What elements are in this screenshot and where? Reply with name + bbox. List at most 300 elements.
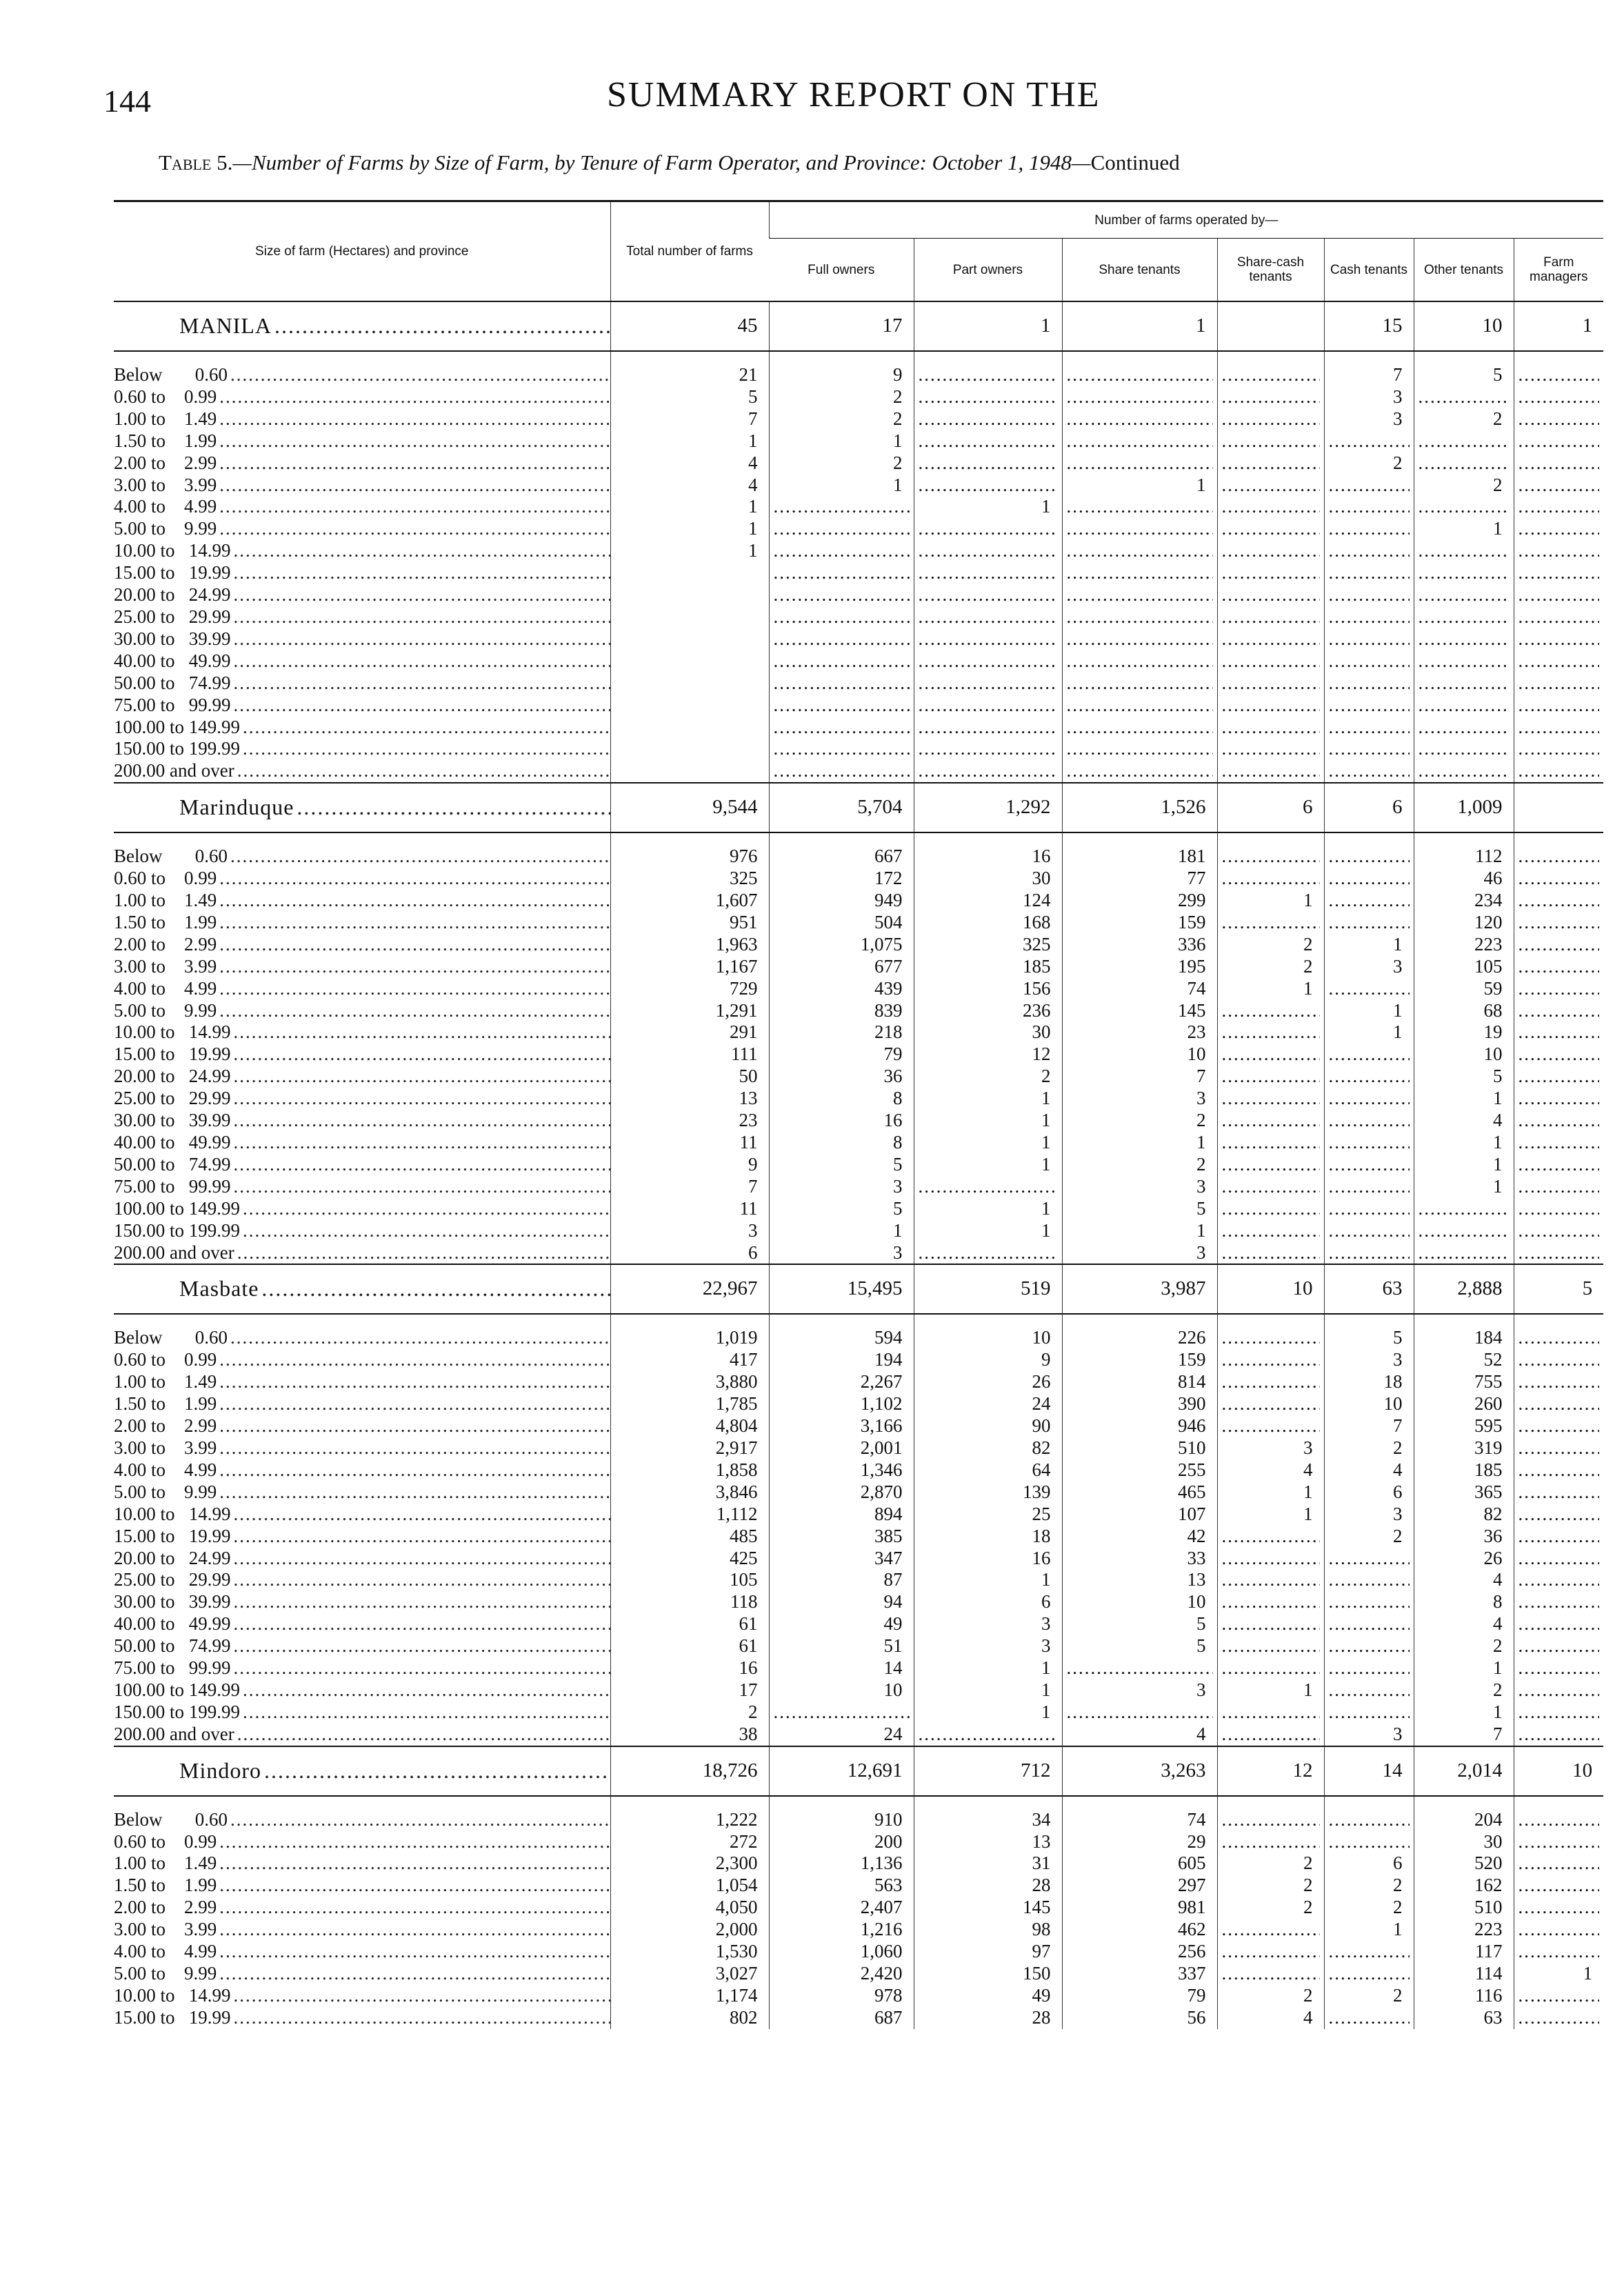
value-cell: 23 xyxy=(1062,1021,1217,1044)
value-cell: 8 xyxy=(1414,1591,1514,1613)
value-cell xyxy=(1217,1635,1324,1657)
value-cell: 1 xyxy=(914,1110,1062,1132)
value-cell xyxy=(1514,1176,1603,1198)
value-cell xyxy=(1217,868,1324,890)
value-cell: 194 xyxy=(769,1349,914,1371)
value-cell xyxy=(1324,868,1414,890)
value-cell: 1,136 xyxy=(769,1853,914,1875)
size-class-label xyxy=(114,1701,610,1724)
value-cell xyxy=(1514,956,1603,978)
province-total-cell: 5,704 xyxy=(769,783,914,832)
size-class-text: 50.00 to 74.99 xyxy=(114,672,231,693)
value-cell: 1 xyxy=(914,1701,1062,1724)
value-cell: 3 xyxy=(914,1635,1062,1657)
value-cell: 1 xyxy=(1414,1132,1514,1154)
value-cell: 4 xyxy=(1324,1459,1414,1481)
value-cell xyxy=(1514,1853,1603,1875)
value-cell: 82 xyxy=(1414,1504,1514,1526)
value-cell: 2 xyxy=(1062,1110,1217,1132)
value-cell: 6 xyxy=(610,1242,769,1265)
value-cell xyxy=(1324,475,1414,497)
province-name xyxy=(114,301,610,351)
size-class-label xyxy=(114,912,610,934)
value-cell: 156 xyxy=(914,978,1062,1000)
table-row xyxy=(114,628,1603,650)
value-cell: 299 xyxy=(1062,890,1217,912)
value-cell: 462 xyxy=(1062,1919,1217,1941)
province-total-cell: 45 xyxy=(610,301,769,351)
size-class-text: 10.00 to 14.99 xyxy=(114,1984,231,2006)
value-cell: 2 xyxy=(610,1701,769,1724)
value-cell: 3 xyxy=(1062,1242,1217,1265)
value-cell xyxy=(1062,650,1217,672)
value-cell xyxy=(914,518,1062,540)
value-cell xyxy=(610,562,769,584)
value-cell: 949 xyxy=(769,890,914,912)
value-cell xyxy=(1514,1393,1603,1415)
size-class-text: 15.00 to 19.99 xyxy=(114,1044,231,1065)
size-class-text: 25.00 to 29.99 xyxy=(114,606,231,627)
table-row xyxy=(114,430,1603,452)
value-cell: 3 xyxy=(610,1220,769,1242)
value-cell xyxy=(1217,650,1324,672)
value-cell xyxy=(1324,650,1414,672)
value-cell xyxy=(1324,1657,1414,1679)
value-cell: 16 xyxy=(914,846,1062,868)
value-cell xyxy=(1514,1349,1603,1371)
size-class-text: 20.00 to 24.99 xyxy=(114,1547,231,1568)
value-cell: 26 xyxy=(914,1371,1062,1393)
table-row xyxy=(114,1176,1603,1198)
value-cell xyxy=(914,738,1062,760)
table-row xyxy=(114,562,1603,584)
value-cell xyxy=(1217,584,1324,606)
value-cell xyxy=(1217,1724,1324,1746)
size-class-text: 20.00 to 24.99 xyxy=(114,584,231,606)
value-cell: 33 xyxy=(1062,1548,1217,1570)
value-cell: 19 xyxy=(1414,1021,1514,1044)
value-cell: 34 xyxy=(914,1809,1062,1831)
value-cell xyxy=(1514,1875,1603,1897)
table-row xyxy=(114,584,1603,606)
value-cell: 2 xyxy=(1414,475,1514,497)
value-cell: 74 xyxy=(1062,978,1217,1000)
province-name-text: Mindoro xyxy=(179,1757,261,1783)
value-cell xyxy=(1324,978,1414,1000)
value-cell: 2 xyxy=(1324,1897,1414,1919)
size-class-label xyxy=(114,496,610,518)
table-row xyxy=(114,1985,1603,2007)
value-cell: 234 xyxy=(1414,890,1514,912)
value-cell xyxy=(1217,846,1324,868)
value-cell: 61 xyxy=(610,1613,769,1635)
value-cell xyxy=(914,1176,1062,1198)
value-cell xyxy=(1217,1809,1324,1831)
size-class-label xyxy=(114,452,610,475)
value-cell xyxy=(1062,364,1217,386)
size-class-text: 50.00 to 74.99 xyxy=(114,1635,231,1657)
value-cell: 3 xyxy=(1062,1088,1217,1110)
value-cell: 1,112 xyxy=(610,1504,769,1526)
header-total-farms: Total number of farms xyxy=(610,201,769,302)
province-total-cell: 15 xyxy=(1324,301,1414,351)
value-cell xyxy=(1324,760,1414,783)
value-cell: 260 xyxy=(1414,1393,1514,1415)
value-cell xyxy=(1217,672,1324,695)
province-total-cell: 22,967 xyxy=(610,1264,769,1314)
value-cell xyxy=(1324,1809,1414,1831)
value-cell xyxy=(1514,717,1603,739)
value-cell: 325 xyxy=(914,934,1062,956)
size-class-label xyxy=(114,1154,610,1176)
value-cell xyxy=(1324,1044,1414,1066)
size-class-text: Below 0.60 xyxy=(114,846,228,867)
value-cell xyxy=(1414,738,1514,760)
size-class-label xyxy=(114,1371,610,1393)
value-cell: 16 xyxy=(914,1548,1062,1570)
value-cell: 82 xyxy=(914,1437,1062,1459)
value-cell xyxy=(1324,606,1414,628)
size-class-label xyxy=(114,1044,610,1066)
table-body xyxy=(114,301,1603,2029)
value-cell xyxy=(1217,1066,1324,1088)
value-cell xyxy=(1514,628,1603,650)
table-row xyxy=(114,1110,1603,1132)
table-row xyxy=(114,978,1603,1000)
table-row xyxy=(114,1569,1603,1591)
value-cell: 2 xyxy=(769,408,914,430)
value-cell xyxy=(1324,1548,1414,1570)
size-class-text: 1.50 to 1.99 xyxy=(114,911,217,932)
table-row xyxy=(114,386,1603,408)
table-row xyxy=(114,717,1603,739)
table-row xyxy=(114,890,1603,912)
value-cell: 3,027 xyxy=(610,1963,769,1985)
size-class-label xyxy=(114,1000,610,1022)
value-cell: 1,530 xyxy=(610,1941,769,1963)
size-class-text: 5.00 to 9.99 xyxy=(114,1481,217,1502)
size-class-text: 75.00 to 99.99 xyxy=(114,1175,231,1197)
value-cell: 1,174 xyxy=(610,1985,769,2007)
value-cell: 98 xyxy=(914,1919,1062,1941)
value-cell: 10 xyxy=(1062,1591,1217,1613)
table-row xyxy=(114,475,1603,497)
value-cell: 814 xyxy=(1062,1371,1217,1393)
size-class-label xyxy=(114,1941,610,1963)
running-title: SUMMARY REPORT ON THE xyxy=(607,75,1101,114)
province-total-cell: 9,544 xyxy=(610,783,769,832)
value-cell: 1 xyxy=(610,518,769,540)
size-class-label xyxy=(114,1066,610,1088)
value-cell: 117 xyxy=(1414,1941,1514,1963)
size-class-label xyxy=(114,956,610,978)
value-cell: 5 xyxy=(1324,1327,1414,1349)
value-cell xyxy=(914,628,1062,650)
value-cell: 5 xyxy=(1062,1613,1217,1635)
value-cell: 139 xyxy=(914,1481,1062,1504)
size-class-label xyxy=(114,695,610,717)
value-cell: 25 xyxy=(914,1504,1062,1526)
value-cell xyxy=(1414,1242,1514,1265)
value-cell: 7 xyxy=(1414,1724,1514,1746)
value-cell: 976 xyxy=(610,846,769,868)
value-cell: 31 xyxy=(914,1853,1062,1875)
value-cell xyxy=(1062,584,1217,606)
header-part-owners: Part owners xyxy=(914,239,1062,302)
value-cell: 13 xyxy=(1062,1569,1217,1591)
province-total-cell xyxy=(1217,301,1324,351)
size-class-text: 30.00 to 39.99 xyxy=(114,1591,231,1613)
value-cell xyxy=(610,606,769,628)
value-cell: 978 xyxy=(769,1985,914,2007)
size-class-text: 5.00 to 9.99 xyxy=(114,518,217,539)
value-cell xyxy=(1062,695,1217,717)
value-cell: 90 xyxy=(914,1415,1062,1437)
value-cell: 510 xyxy=(1062,1437,1217,1459)
value-cell: 2 xyxy=(1324,452,1414,475)
value-cell: 4 xyxy=(1217,1459,1324,1481)
farms-by-size-table xyxy=(114,200,1603,2029)
value-cell xyxy=(1217,1242,1324,1265)
value-cell xyxy=(1217,1349,1324,1371)
table-row xyxy=(114,1526,1603,1548)
value-cell xyxy=(1324,1963,1414,1985)
size-class-text: 4.00 to 4.99 xyxy=(114,496,217,517)
value-cell xyxy=(914,408,1062,430)
table-row xyxy=(114,1701,1603,1724)
province-total-cell: 2,014 xyxy=(1414,1746,1514,1796)
value-cell: 802 xyxy=(610,2007,769,2029)
value-cell xyxy=(914,584,1062,606)
value-cell: 236 xyxy=(914,1000,1062,1022)
value-cell: 1,858 xyxy=(610,1459,769,1481)
value-cell xyxy=(610,584,769,606)
value-cell xyxy=(914,717,1062,739)
caption-label: Table 5. xyxy=(159,150,233,174)
row-spacer xyxy=(114,832,1603,846)
value-cell: 319 xyxy=(1414,1437,1514,1459)
province-total-cell: 10 xyxy=(1414,301,1514,351)
value-cell xyxy=(1514,1242,1603,1265)
value-cell xyxy=(914,386,1062,408)
value-cell xyxy=(1514,475,1603,497)
value-cell: 951 xyxy=(610,912,769,934)
value-cell: 563 xyxy=(769,1875,914,1897)
size-class-text: 150.00 to 199.99 xyxy=(114,1701,241,1722)
size-class-text: 2.00 to 2.99 xyxy=(114,933,217,955)
table-row xyxy=(114,1000,1603,1022)
value-cell: 1 xyxy=(769,430,914,452)
province-total-cell: 3,987 xyxy=(1062,1264,1217,1314)
value-cell: 46 xyxy=(1414,868,1514,890)
value-cell: 1,019 xyxy=(610,1327,769,1349)
value-cell xyxy=(1324,1569,1414,1591)
size-class-text: 2.00 to 2.99 xyxy=(114,1415,217,1437)
value-cell: 2 xyxy=(1217,956,1324,978)
value-cell xyxy=(769,695,914,717)
province-total-cell: 1,526 xyxy=(1062,783,1217,832)
value-cell: 439 xyxy=(769,978,914,1000)
value-cell xyxy=(1514,562,1603,584)
value-cell xyxy=(1514,1088,1603,1110)
value-cell: 1 xyxy=(914,1679,1062,1701)
value-cell: 13 xyxy=(610,1088,769,1110)
value-cell: 8 xyxy=(769,1132,914,1154)
value-cell xyxy=(1514,1132,1603,1154)
value-cell: 16 xyxy=(769,1110,914,1132)
value-cell xyxy=(1217,695,1324,717)
value-cell: 417 xyxy=(610,1349,769,1371)
size-class-label xyxy=(114,1569,610,1591)
value-cell: 594 xyxy=(769,1327,914,1349)
value-cell: 36 xyxy=(1414,1526,1514,1548)
table-row xyxy=(114,1853,1603,1875)
size-class-label xyxy=(114,672,610,695)
size-class-text: 0.60 to 0.99 xyxy=(114,868,217,889)
value-cell: 425 xyxy=(610,1548,769,1570)
value-cell: 5 xyxy=(1414,1066,1514,1088)
value-cell: 2,407 xyxy=(769,1897,914,1919)
table-row xyxy=(114,1242,1603,1265)
row-spacer xyxy=(114,1796,1603,1809)
size-class-label xyxy=(114,1242,610,1265)
table-row xyxy=(114,956,1603,978)
value-cell xyxy=(769,717,914,739)
size-class-text: 2.00 to 2.99 xyxy=(114,1897,217,1918)
value-cell xyxy=(1217,1569,1324,1591)
size-class-label xyxy=(114,364,610,386)
row-spacer xyxy=(114,1314,1603,1327)
value-cell: 223 xyxy=(1414,934,1514,956)
value-cell xyxy=(1217,1198,1324,1220)
size-class-label xyxy=(114,650,610,672)
province-total-cell: 15,495 xyxy=(769,1264,914,1314)
value-cell xyxy=(1514,1526,1603,1548)
table-caption xyxy=(159,150,1180,175)
value-cell: 79 xyxy=(769,1044,914,1066)
value-cell xyxy=(1514,650,1603,672)
value-cell: 677 xyxy=(769,956,914,978)
province-total-cell: 18,726 xyxy=(610,1746,769,1796)
value-cell: 1 xyxy=(914,1154,1062,1176)
value-cell xyxy=(1062,562,1217,584)
value-cell: 4,804 xyxy=(610,1415,769,1437)
table-row xyxy=(114,364,1603,386)
value-cell xyxy=(1414,1198,1514,1220)
value-cell: 116 xyxy=(1414,1985,1514,2007)
value-cell: 2,420 xyxy=(769,1963,914,1985)
province-name-text: MANILA xyxy=(179,313,272,339)
value-cell: 1 xyxy=(1324,1000,1414,1022)
value-cell: 6 xyxy=(1324,1481,1414,1504)
province-total-cell xyxy=(1514,783,1603,832)
size-class-text: 4.00 to 4.99 xyxy=(114,977,217,999)
size-class-text: 15.00 to 19.99 xyxy=(114,1525,231,1546)
value-cell xyxy=(1514,1569,1603,1591)
value-cell: 1,607 xyxy=(610,890,769,912)
value-cell xyxy=(1514,695,1603,717)
size-class-text: 200.00 and over xyxy=(114,760,234,781)
value-cell: 4 xyxy=(610,475,769,497)
province-total-cell: 1 xyxy=(1062,301,1217,351)
table-row xyxy=(114,1591,1603,1613)
value-cell: 28 xyxy=(914,2007,1062,2029)
value-cell xyxy=(1514,868,1603,890)
value-cell xyxy=(610,650,769,672)
table-row xyxy=(114,1831,1603,1853)
value-cell xyxy=(1217,1591,1324,1613)
table-row xyxy=(114,1548,1603,1570)
value-cell xyxy=(1324,518,1414,540)
value-cell xyxy=(1414,496,1514,518)
table-row xyxy=(114,1963,1603,1985)
size-class-text: Below 0.60 xyxy=(114,1808,228,1830)
value-cell xyxy=(1217,1393,1324,1415)
value-cell: 1 xyxy=(610,496,769,518)
value-cell xyxy=(1514,1809,1603,1831)
value-cell xyxy=(1062,606,1217,628)
value-cell xyxy=(1414,1220,1514,1242)
value-cell: 145 xyxy=(1062,1000,1217,1022)
size-class-text: 3.00 to 3.99 xyxy=(114,1919,217,1940)
value-cell xyxy=(1514,1021,1603,1044)
value-cell: 3 xyxy=(1062,1176,1217,1198)
value-cell: 1,785 xyxy=(610,1393,769,1415)
size-class-text: 1.50 to 1.99 xyxy=(114,1875,217,1896)
value-cell: 1 xyxy=(1324,934,1414,956)
value-cell: 2,917 xyxy=(610,1437,769,1459)
size-class-text: 200.00 and over xyxy=(114,1723,234,1744)
table-row xyxy=(114,868,1603,890)
value-cell: 21 xyxy=(610,364,769,386)
value-cell: 6 xyxy=(914,1591,1062,1613)
value-cell: 504 xyxy=(769,912,914,934)
value-cell: 226 xyxy=(1062,1327,1217,1349)
value-cell xyxy=(1217,386,1324,408)
value-cell xyxy=(1062,540,1217,562)
value-cell xyxy=(1062,408,1217,430)
size-class-label xyxy=(114,1548,610,1570)
size-class-text: 10.00 to 14.99 xyxy=(114,1503,231,1524)
value-cell: 1 xyxy=(1414,1701,1514,1724)
value-cell: 485 xyxy=(610,1526,769,1548)
province-total-cell: 12,691 xyxy=(769,1746,914,1796)
size-class-text: 200.00 and over xyxy=(114,1241,234,1263)
size-class-label xyxy=(114,1897,610,1919)
province-total-cell: 17 xyxy=(769,301,914,351)
table-row xyxy=(114,1897,1603,1919)
size-class-text: 75.00 to 99.99 xyxy=(114,694,231,715)
value-cell xyxy=(1217,540,1324,562)
value-cell xyxy=(1514,2007,1603,2029)
province-total-cell: 2,888 xyxy=(1414,1264,1514,1314)
value-cell: 510 xyxy=(1414,1897,1514,1919)
size-class-text: 5.00 to 9.99 xyxy=(114,1963,217,1984)
value-cell: 894 xyxy=(769,1504,914,1526)
value-cell xyxy=(1324,1110,1414,1132)
size-class-text: 1.50 to 1.99 xyxy=(114,430,217,451)
value-cell: 1,963 xyxy=(610,934,769,956)
value-cell: 4 xyxy=(1414,1110,1514,1132)
value-cell xyxy=(1514,978,1603,1000)
value-cell xyxy=(1324,1591,1414,1613)
value-cell xyxy=(1514,890,1603,912)
value-cell: 24 xyxy=(914,1393,1062,1415)
value-cell xyxy=(1324,912,1414,934)
value-cell: 520 xyxy=(1414,1853,1514,1875)
value-cell: 172 xyxy=(769,868,914,890)
value-cell xyxy=(1324,1132,1414,1154)
